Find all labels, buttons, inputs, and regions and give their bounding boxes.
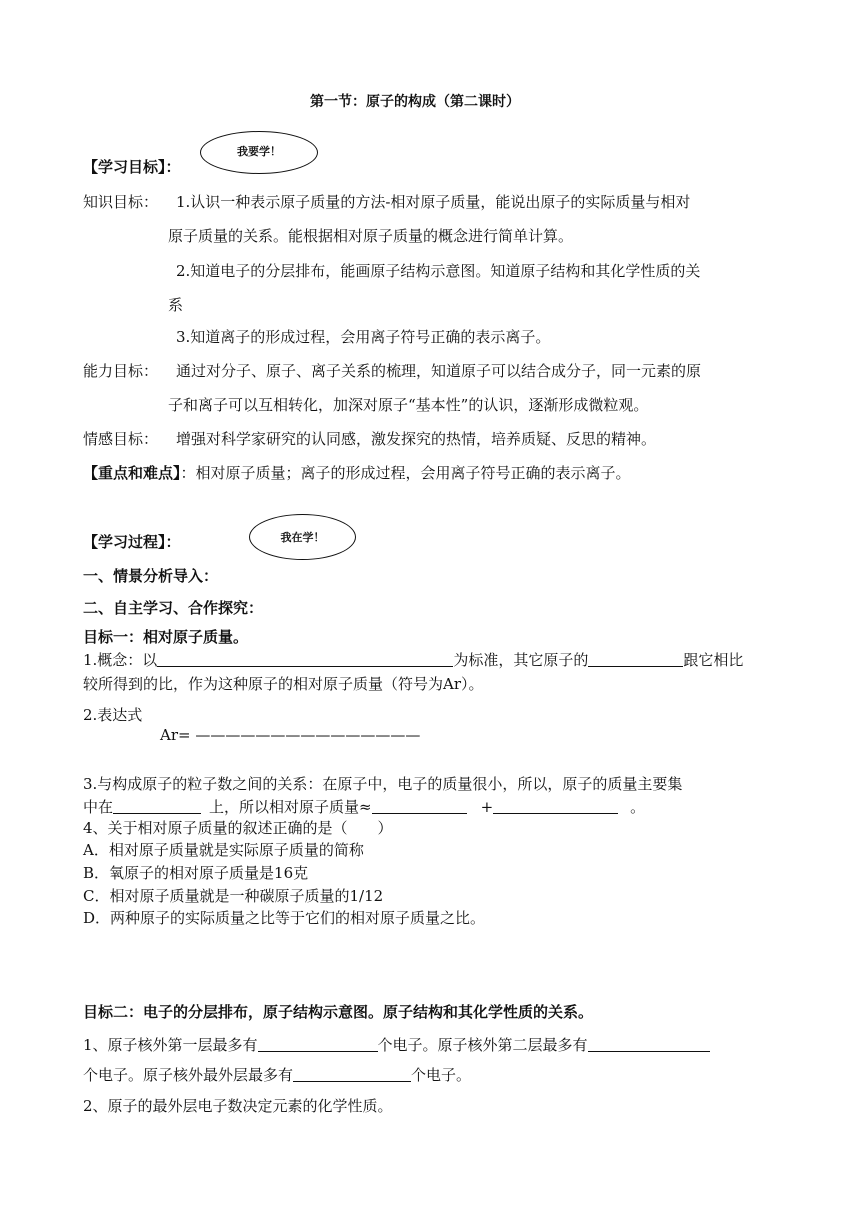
q3-text-a: 中在 xyxy=(83,798,114,816)
ability-goal-label: 能力目标： xyxy=(83,362,159,380)
ability-goal-line1: 通过对分子、原子、离子关系的梳理，知道原子可以结合成分子，同一元素的原 xyxy=(176,362,702,380)
knowledge-goal-3: 3.知道离子的形成过程，会用离子符号正确的表示离子。 xyxy=(176,328,551,346)
e1-text-d: 个电子。 xyxy=(411,1066,472,1084)
question-3-line2 xyxy=(83,796,645,817)
q3-text-b: 上，所以相对原子质量≈ xyxy=(209,798,372,816)
q1-blank-mass[interactable] xyxy=(588,652,683,667)
emotion-goal-label: 情感目标： xyxy=(83,430,159,448)
question-4-stem: 4、关于相对原子质量的叙述正确的是（ ） xyxy=(83,819,393,837)
question-2-label: 2.表达式 xyxy=(83,706,143,724)
emotion-goal-text: 增强对科学家研究的认同感，激发探究的热情，培养质疑、反思的精神。 xyxy=(176,430,657,448)
objectives-heading-text: 【学习目标】 xyxy=(83,158,166,176)
q3-text-c: + xyxy=(480,798,494,816)
question-4-option-b: B．氧原子的相对原子质量是16克 xyxy=(83,864,309,882)
electron-question-1-line2 xyxy=(83,1064,471,1085)
section-explore-heading: 二、自主学习、合作探究： xyxy=(83,599,264,617)
knowledge-goal-1-line2: 原子质量的关系。能根据相对原子质量的概念进行简单计算。 xyxy=(168,227,574,245)
question-1-line2: 较所得到的比，作为这种原子的相对原子质量（符号为Ar）。 xyxy=(83,675,484,693)
q1-blank-standard[interactable] xyxy=(157,652,453,667)
question-4-option-d: D．两种原子的实际质量之比等于它们的相对原子质量之比。 xyxy=(83,909,486,927)
q1-text-b: 为标准，其它原子的 xyxy=(453,651,589,669)
ability-goal-line2: 子和离子可以互相转化，加深对原子“基本性”的认识，逐渐形成微粒观。 xyxy=(168,396,649,414)
key-points-heading: 【重点和难点】 xyxy=(83,464,181,482)
learning-now-bubble xyxy=(249,514,356,560)
q3-blank-nucleus[interactable] xyxy=(113,799,201,814)
q1-text-c: 跟它相比 xyxy=(683,651,744,669)
question-2-formula: Ar= ——————————————— xyxy=(160,726,421,744)
e1-blank-second-shell[interactable] xyxy=(588,1037,710,1052)
question-4-option-c: C．相对原子质量就是一种碳原子质量的1/12 xyxy=(83,887,384,905)
e1-blank-outer-shell[interactable] xyxy=(293,1067,411,1082)
key-points-line xyxy=(83,462,631,483)
e1-text-a: 1、原子核外第一层最多有 xyxy=(83,1036,258,1054)
goal-two-heading: 目标二：电子的分层排布，原子结构示意图。原子结构和其化学性质的关系。 xyxy=(83,1003,594,1021)
key-points-text: ：相对原子质量；离子的形成过程，会用离子符号正确的表示离子。 xyxy=(180,464,631,482)
question-3-line1: 3.与构成原子的粒子数之间的关系：在原子中，电子的质量很小，所以，原子的质量主要集 xyxy=(83,775,683,793)
want-to-learn-bubble xyxy=(200,131,318,174)
e1-text-b: 个电子。原子核外第二层最多有 xyxy=(377,1036,588,1054)
e1-text-c: 个电子。原子核外最外层最多有 xyxy=(83,1066,294,1084)
objectives-heading-colon: ： xyxy=(165,158,181,176)
knowledge-goal-2-line1: 2.知道电子的分层排布，能画原子结构示意图。知道原子结构和其化学性质的关 xyxy=(176,262,701,280)
question-4-option-a: A．相对原子质量就是实际原子质量的简称 xyxy=(83,841,364,859)
page-title: 第一节：原子的构成（第二课时） xyxy=(310,94,520,110)
question-1-line1 xyxy=(83,649,743,670)
process-heading-colon: ： xyxy=(165,533,181,551)
process-heading xyxy=(83,531,181,552)
q1-text-a: 1.概念：以 xyxy=(83,651,158,669)
electron-question-2: 2、原子的最外层电子数决定元素的化学性质。 xyxy=(83,1097,393,1115)
section-intro-heading: 一、情景分析导入： xyxy=(83,567,219,585)
objectives-heading xyxy=(83,156,181,177)
e1-blank-first-shell[interactable] xyxy=(258,1037,378,1052)
knowledge-goal-1-line1: 1.认识一种表示原子质量的方法-相对原子质量，能说出原子的实际质量与相对 xyxy=(176,193,691,211)
bubble-label: 我在学！ xyxy=(280,531,325,544)
q3-blank-protons[interactable] xyxy=(372,799,467,814)
electron-question-1-line1 xyxy=(83,1034,710,1055)
knowledge-goal-label: 知识目标： xyxy=(83,193,159,211)
q3-text-d: 。 xyxy=(630,798,646,816)
bubble-label: 我要学！ xyxy=(237,144,281,158)
goal-one-heading: 目标一：相对原子质量。 xyxy=(83,628,249,646)
q3-blank-neutrons[interactable] xyxy=(493,799,618,814)
process-heading-text: 【学习过程】 xyxy=(83,533,166,551)
knowledge-goal-2-line2: 系 xyxy=(168,296,184,314)
